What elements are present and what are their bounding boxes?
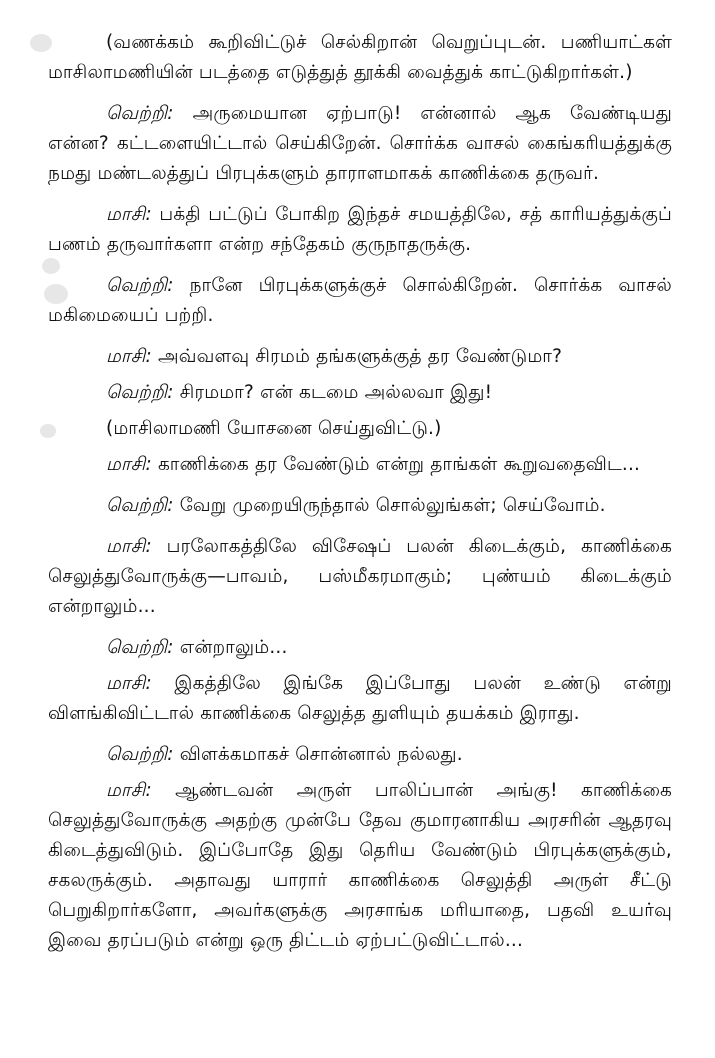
document-page — [48, 28, 672, 967]
dialogue-text: நானே பிரபுக்களுக்குச் சொல்கிறேன். சொர்க்க வாசல் மகிமையைப் பற்றி. — [48, 275, 672, 326]
paragraph-5 — [48, 342, 672, 372]
paragraph-4 — [48, 271, 672, 331]
speaker: மாசி: — [106, 346, 152, 367]
paragraph-9 — [48, 491, 672, 521]
speaker: மாசி: — [106, 454, 152, 475]
paragraph-7 — [48, 414, 672, 444]
paragraph-8 — [48, 450, 672, 480]
dialogue-text: சிரமமா? என் கடமை அல்லவா இது! — [179, 382, 493, 403]
paragraph-11 — [48, 633, 672, 663]
speaker: வெற்றி: — [106, 637, 174, 658]
paragraph-13 — [48, 740, 672, 770]
paragraph-14 — [48, 776, 672, 956]
dialogue-text: (மாசிலாமணி யோசனை செய்துவிட்டு.) — [106, 418, 442, 439]
paragraph-3 — [48, 200, 672, 260]
speaker: வெற்றி: — [106, 495, 174, 516]
paragraph-2 — [48, 99, 672, 189]
dialogue-text: அவ்வளவு சிரமம் தங்களுக்குத் தர வேண்டுமா? — [157, 346, 563, 367]
dialogue-text: அருமையான ஏற்பாடு! என்னால் ஆக வேண்டியது என்ன? கட்டளையிட்டால் செய்கிறேன். சொர்க்க வாசல் கைங்கரியத்துக்கு நமது மண்டலத்துப் பிரபுக்களும் தாராளமாகக் காணிக்கை தருவர். — [48, 103, 672, 184]
dialogue-text: இகத்திலே இங்கே இப்போது பலன் உண்டு என்று விளங்கிவிட்டால் காணிக்கை செலுத்த துளியும் தயக்கம் இராது. — [48, 673, 672, 724]
speaker: வெற்றி: — [106, 744, 174, 765]
dialogue-text: (வணக்கம் கூறிவிட்டுச் செல்கிறான் வெறுப்புடன். பணியாட்கள் மாசிலாமணியின் படத்தை எடுத்துத் தூக்கி வைத்துக் காட்டுகிறார்கள்.) — [48, 32, 672, 83]
dialogue-text: காணிக்கை தர வேண்டும் என்று தாங்கள் கூறுவதைவிட... — [157, 454, 641, 475]
speaker: மாசி: — [106, 536, 152, 557]
speaker: வெற்றி: — [106, 275, 174, 296]
speaker: மாசி: — [106, 780, 152, 801]
speaker: மாசி: — [106, 204, 152, 225]
dialogue-text: விளக்கமாகச் சொன்னால் நல்லது. — [179, 744, 463, 765]
speaker: வெற்றி: — [106, 103, 174, 124]
speaker: மாசி: — [106, 673, 152, 694]
dialogue-text: என்றாலும்... — [179, 637, 288, 658]
paragraph-1 — [48, 28, 672, 88]
dialogue-text: வேறு முறையிருந்தால் சொல்லுங்கள்; செய்வோம். — [179, 495, 606, 516]
dialogue-text: பரலோகத்திலே விசேஷப் பலன் கிடைக்கும், காணிக்கை செலுத்துவோருக்கு—பாவம், பஸ்மீகரமாகும்; புண்யம் கிடைக்கும் என்றாலும்... — [48, 536, 672, 617]
paragraph-6 — [48, 378, 672, 408]
paragraph-10 — [48, 532, 672, 622]
speaker: வெற்றி: — [106, 382, 174, 403]
paragraph-12 — [48, 669, 672, 729]
dialogue-text: ஆண்டவன் அருள் பாலிப்பான் அங்கு! காணிக்கை செலுத்துவோருக்கு அதற்கு முன்பே தேவ குமாரனாகிய அரசரின் ஆதரவு கிடைத்துவிடும். இப்போதே இது தெரிய வேண்டும் பிரபுக்களுக்கும், சகலருக்கும். அதாவது யாரார் காணிக்கை செலுத்தி அருள் சீட்டு பெறுகிறார்களோ, அவர்களுக்கு அரசாங்க மரியாதை, பதவி உயர்வு இவை தரப்படும் என்று ஒரு திட்டம் ஏற்பட்டுவிட்டால்... — [48, 780, 672, 951]
dialogue-text: பக்தி பட்டுப் போகிற இந்தச் சமயத்திலே, சத் காரியத்துக்குப் பணம் தருவார்களா என்ற சந்தேகம் குருநாதருக்கு. — [48, 204, 672, 255]
